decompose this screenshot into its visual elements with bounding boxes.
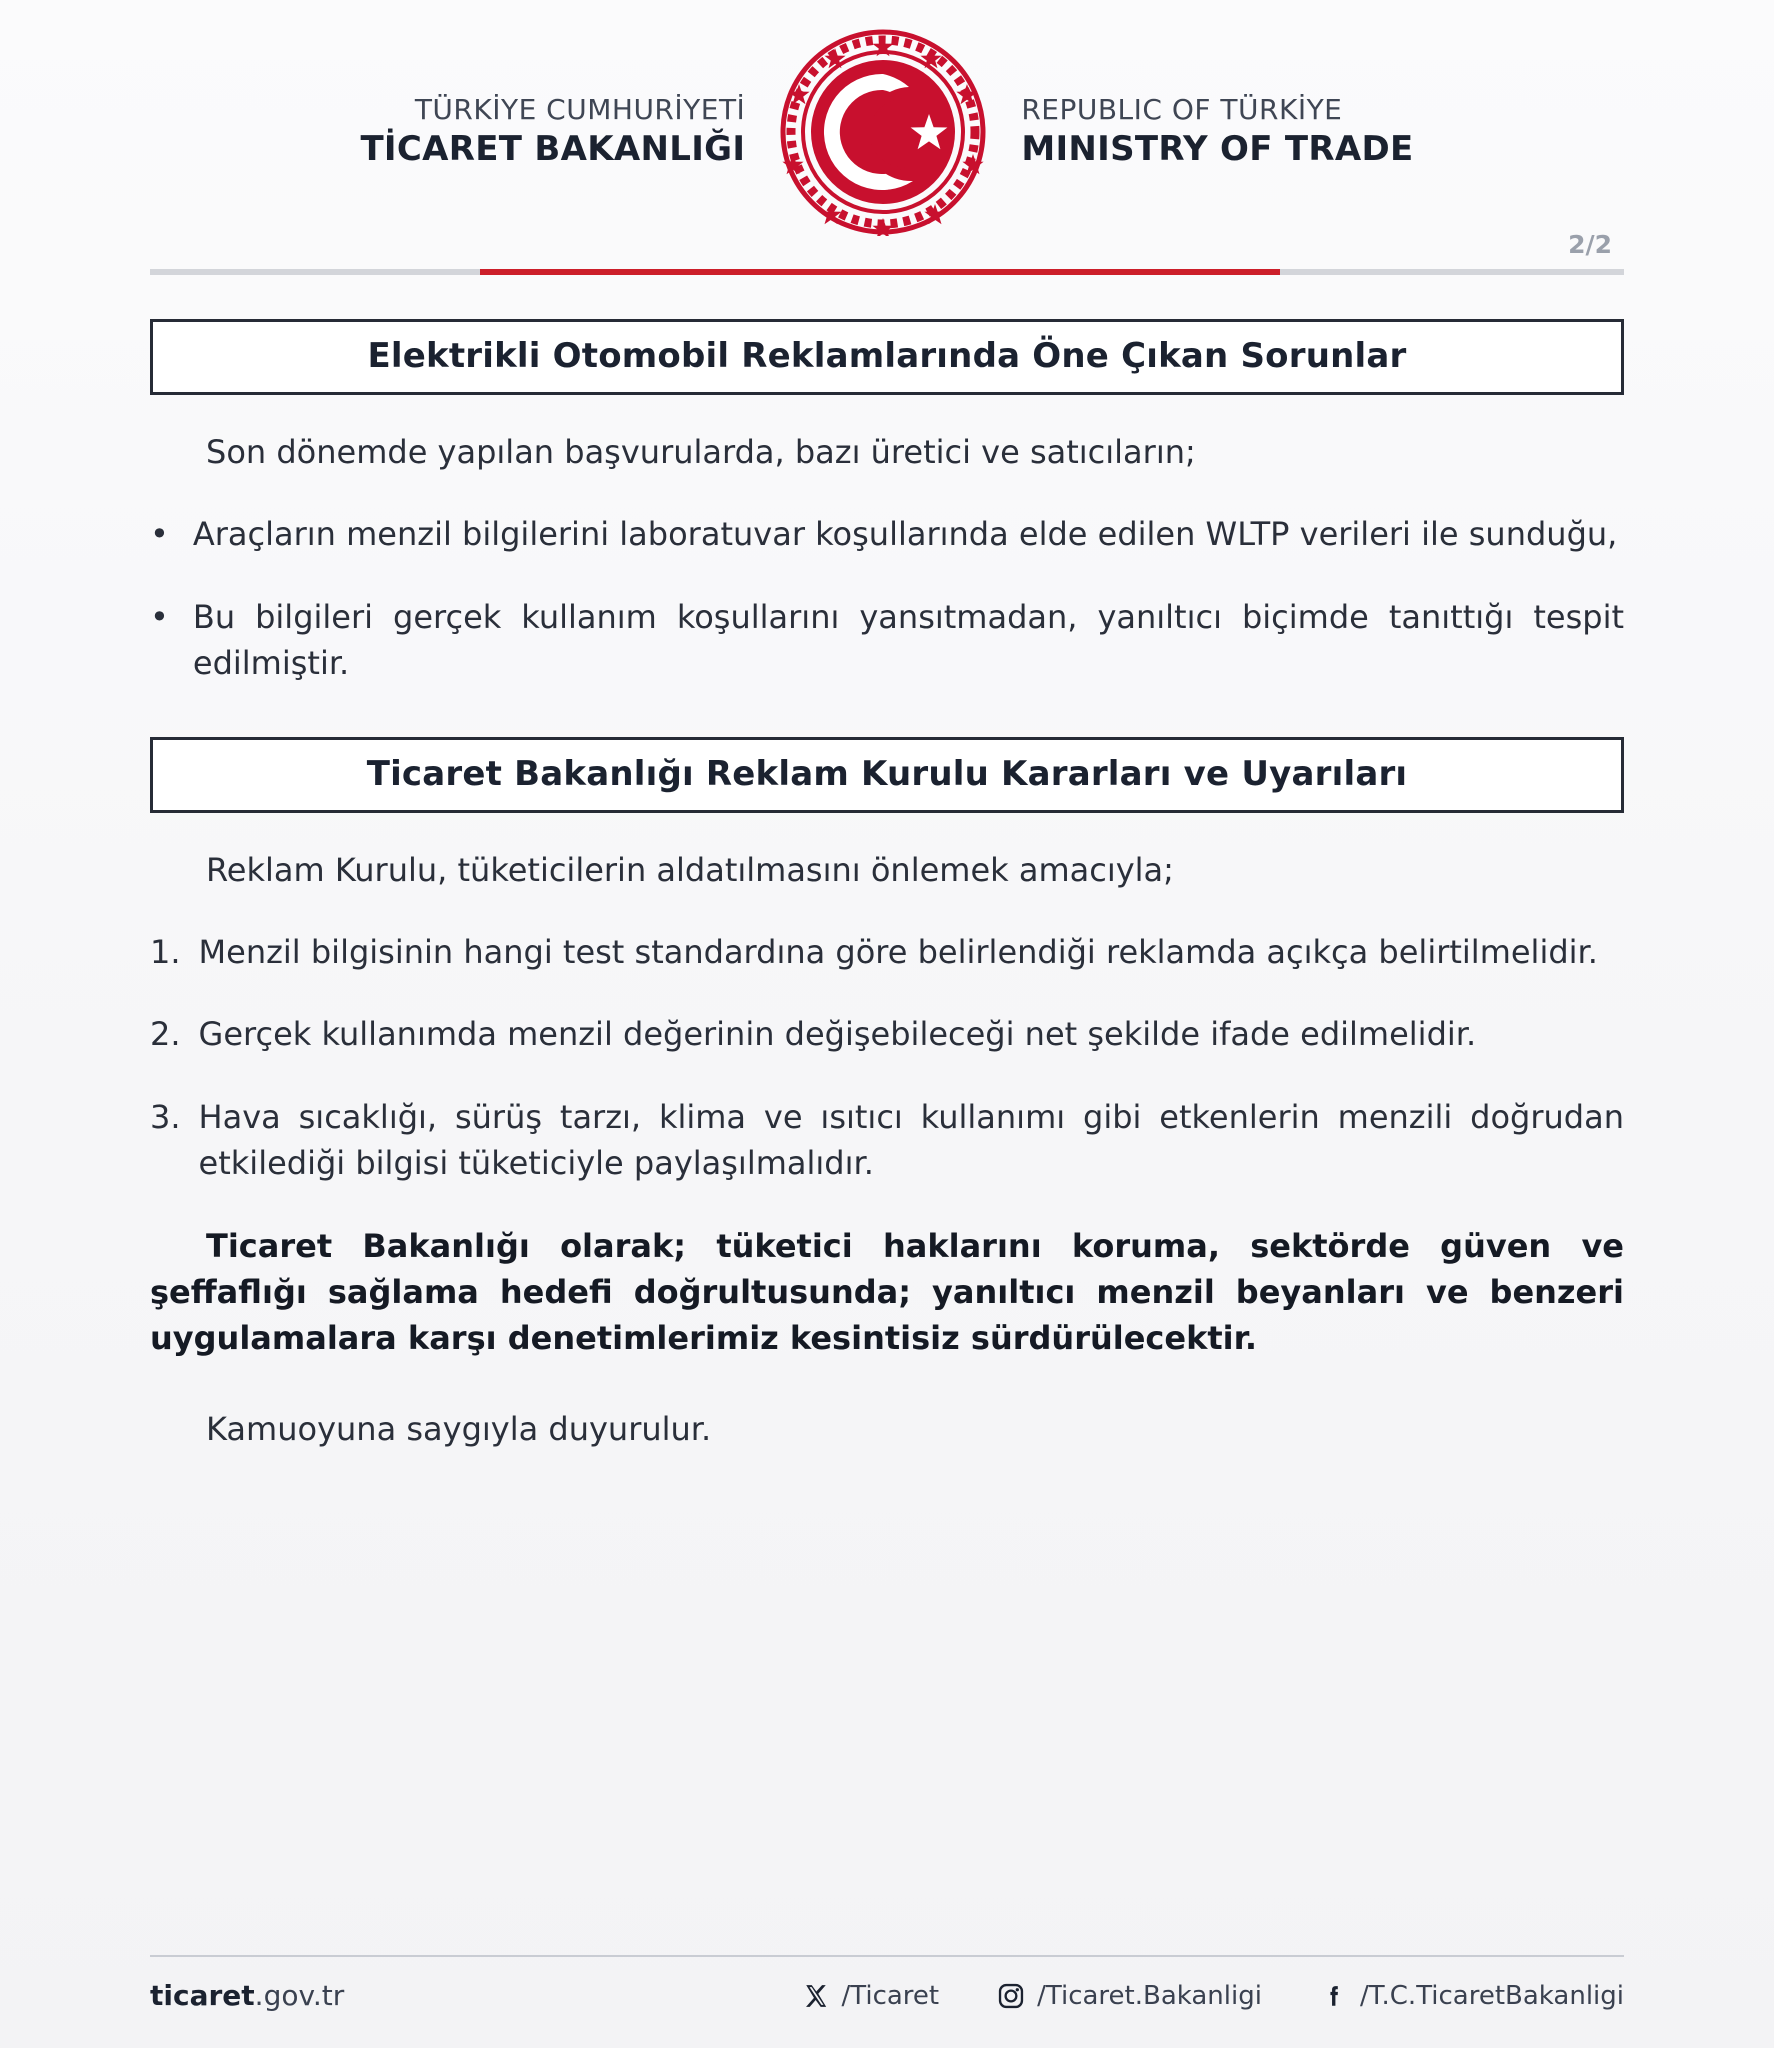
turkish-state-emblem (779, 28, 987, 236)
list-item-text: Gerçek kullanımda menzil değerinin değişebileceği net şekilde ifade edilmelidir. (198, 1015, 1477, 1054)
header-divider (150, 269, 1624, 275)
bullet-text: Araçların menzil bilgilerini laboratuvar koşullarında elde edilen WLTP verileri ile sunduğu, (192, 515, 1618, 554)
x-twitter-icon (800, 1980, 832, 2012)
list-marker: 2. (150, 1015, 181, 1054)
section-spacer (150, 723, 1624, 737)
social-handle-instagram: /Ticaret.Bakanligi (1037, 1980, 1262, 2011)
section-intro-problems: Son dönemde yapılan başvurularda, bazı üretici ve satıcıların; (206, 433, 1196, 471)
website-link[interactable] (150, 1979, 344, 2012)
social-link-x[interactable] (800, 1980, 940, 2012)
bullet-item (150, 511, 1624, 557)
list-item-text: Menzil bilgisinin hangi test standardına göre belirlendiği reklamda açıkça belirtilmelidir. (198, 932, 1598, 971)
respect-line: Kamuoyuna saygıyla duyurulur. (206, 1409, 712, 1448)
list-marker: 1. (150, 932, 181, 971)
closing-statement: Ticaret Bakanlığı olarak; tüketici haklarını koruma, sektörde güven ve şeffaflığı sağlama hedefi doğrultusunda; yanıltıcı menzil beyanları ve benzeri uygulamalara karşı denetimlerimiz kesintisiz sürdürülecektir. (150, 1226, 1624, 1358)
list-item-text: Hava sıcaklığı, sürüş tarzı, klima ve ısıtıcı kullanımı gibi etkenlerin menzili doğrudan etkilediği bilgisi tüketiciyle paylaşılmalıdır. (198, 1097, 1624, 1183)
facebook-icon (1318, 1980, 1350, 2012)
bullet-marker: • (150, 597, 169, 636)
bullet-marker: • (150, 515, 169, 554)
social-handle-facebook: /T.C.TicaretBakanligi (1359, 1980, 1624, 2011)
list-item (150, 1011, 1624, 1057)
social-link-instagram[interactable] (995, 1980, 1262, 2012)
website-tld: .gov.tr (254, 1979, 345, 2012)
social-links (800, 1980, 1624, 2012)
document-footer (150, 1955, 1624, 2012)
bullet-item (150, 594, 1624, 687)
section-banner-problems: Elektrikli Otomobil Reklamlarında Öne Çıkan Sorunlar (150, 319, 1624, 395)
divider-segment-right (1280, 269, 1624, 275)
website-name: ticaret (150, 1979, 255, 2012)
header-country-tr: TÜRKİYE CUMHURİYETİ (414, 93, 746, 127)
header-ministry-en: MINISTRY OF TRADE (1021, 129, 1414, 170)
header-text-english (1021, 93, 1413, 171)
section-banner-decisions: Ticaret Bakanlığı Reklam Kurulu Kararları ve Uyarıları (150, 737, 1624, 813)
instagram-icon (995, 1980, 1027, 2012)
social-handle-x: /Ticaret (841, 1980, 940, 2011)
list-item (150, 1094, 1624, 1187)
header-country-en: REPUBLIC OF TÜRKİYE (1021, 93, 1343, 127)
list-marker: 3. (150, 1097, 181, 1136)
section-intro-decisions: Reklam Kurulu, tüketicilerin aldatılmasını önlemek amacıyla; (206, 850, 1174, 889)
footer-divider (150, 1955, 1624, 1957)
header-ministry-tr: TİCARET BAKANLIĞI (360, 129, 746, 170)
bullet-text: Bu bilgileri gerçek kullanım koşullarını yansıtmadan, yanıltıcı biçimde tanıttığı tespit edilmiştir. (192, 597, 1624, 683)
header-text-turkish (360, 93, 745, 171)
divider-segment-left (150, 269, 480, 275)
document-header (150, 0, 1624, 236)
divider-segment-accent (480, 269, 1280, 275)
page-number: 2/2 (1568, 230, 1612, 259)
social-link-facebook[interactable] (1318, 1980, 1624, 2012)
list-item (150, 929, 1624, 975)
